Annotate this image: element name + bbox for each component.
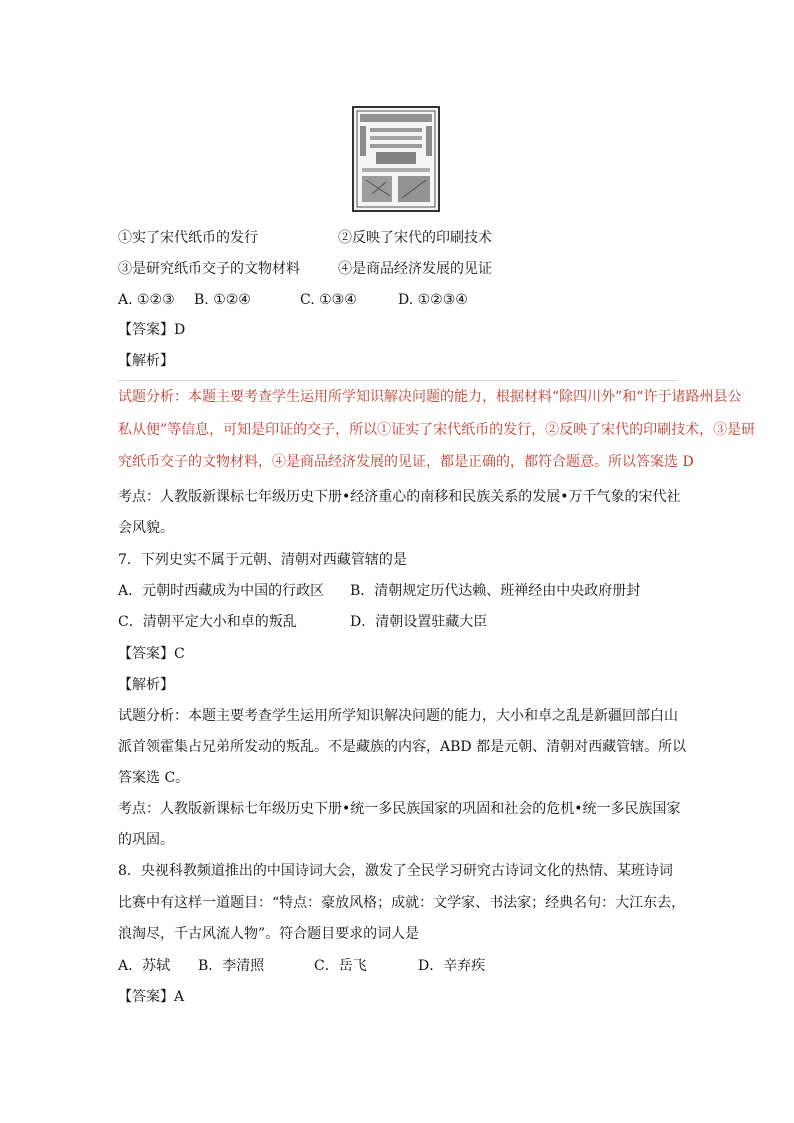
q7-kaodian-line-1: 考点：人教版新课标七年级历史下册•统一多民族国家的巩固和社会的危机•统一多民族国家	[118, 801, 681, 817]
q6-options	[118, 290, 468, 310]
q6-option-d: D. ①②③④	[398, 292, 468, 308]
q8-option-d: D．辛弃疾	[418, 958, 486, 974]
q7-analysis-line-1: 试题分析：本题主要考查学生运用所学知识解决问题的能力，大小和卓之乱是新疆回部白山	[118, 708, 678, 724]
statement-row-2	[118, 259, 492, 279]
q7-analysis-label: 【解析】	[118, 677, 174, 693]
q8-stem-line-2: 比赛中有这样一道题目：“特点：豪放风格；成就：文学家、书法家；经典名句：大江东去，	[118, 895, 686, 911]
q6-answer: 【答案】D	[118, 322, 186, 338]
q8-option-c: C．岳飞	[314, 958, 367, 974]
q6-kaodian-line-2: 会风貌。	[118, 520, 174, 536]
q7-option-d: D．清朝设置驻藏大臣	[350, 614, 488, 630]
q8-option-b: B．李清照	[198, 958, 265, 974]
q6-analysis-line-3: 究纸币交子的文物材料，④是商品经济发展的见证，都是正确的，都符合题意。所以答案选 D	[118, 454, 694, 470]
q7-options-row-2	[118, 612, 487, 632]
q8-answer: 【答案】A	[118, 989, 185, 1005]
statement-1: ①实了宋代纸币的发行	[118, 230, 258, 246]
q7-option-c: C．清朝平定大小和卓的叛乱	[118, 614, 297, 630]
q8-options	[118, 956, 485, 976]
statement-4: ④是商品经济发展的见证	[338, 261, 492, 277]
q8-option-a: A．苏轼	[118, 958, 171, 974]
q7-analysis-line-2: 派首领霍集占兄弟所发动的叛乱。不是藏族的内容，ABD 都是元朝、清朝对西藏管辖。所以	[118, 739, 687, 755]
q6-analysis-line-1: 试题分析：本题主要考查学生运用所学知识解决问题的能力，根据材料“除四川外”和“许于诸路州县公	[118, 389, 742, 405]
q6-option-b: B. ①②④	[194, 292, 251, 308]
q7-stem: 7．下列史实不属于元朝、清朝对西藏管辖的是	[118, 552, 407, 568]
q6-analysis-line-2: 私从便”等信息，可知是印证的交子，所以①证实了宋代纸币的发行，②反映了宋代的印刷技术，③是研	[118, 422, 756, 438]
q6-option-c: C. ①③④	[300, 292, 357, 308]
divider	[118, 380, 678, 381]
q7-options-row-1	[118, 581, 640, 601]
q7-option-a: A．元朝时西藏成为中国的行政区	[118, 583, 325, 599]
statement-3: ③是研究纸币交子的文物材料	[118, 261, 300, 277]
q6-kaodian-line-1: 考点：人教版新课标七年级历史下册•经济重心的南移和民族关系的发展•万千气象的宋代社	[118, 489, 681, 505]
q8-stem-line-1: 8．央视科教频道推出的中国诗词大会，激发了全民学习研究古诗词文化的热情、某班诗词	[118, 863, 673, 879]
q7-analysis-line-3: 答案选 C。	[118, 770, 190, 786]
q7-kaodian-line-2: 的巩固。	[118, 832, 174, 848]
q7-answer: 【答案】C	[118, 646, 185, 662]
statement-2: ②反映了宋代的印刷技术	[338, 230, 492, 246]
statement-row-1	[118, 228, 492, 248]
q8-stem-line-3: 浪淘尽，千古风流人物”。符合题目要求的词人是	[118, 926, 420, 942]
q6-option-a: A. ①②③	[118, 292, 175, 308]
jiaozi-banknote-image	[352, 106, 440, 212]
q7-option-b: B．清朝规定历代达赖、班禅经由中央政府册封	[350, 583, 641, 599]
q6-analysis-label: 【解析】	[118, 353, 174, 369]
